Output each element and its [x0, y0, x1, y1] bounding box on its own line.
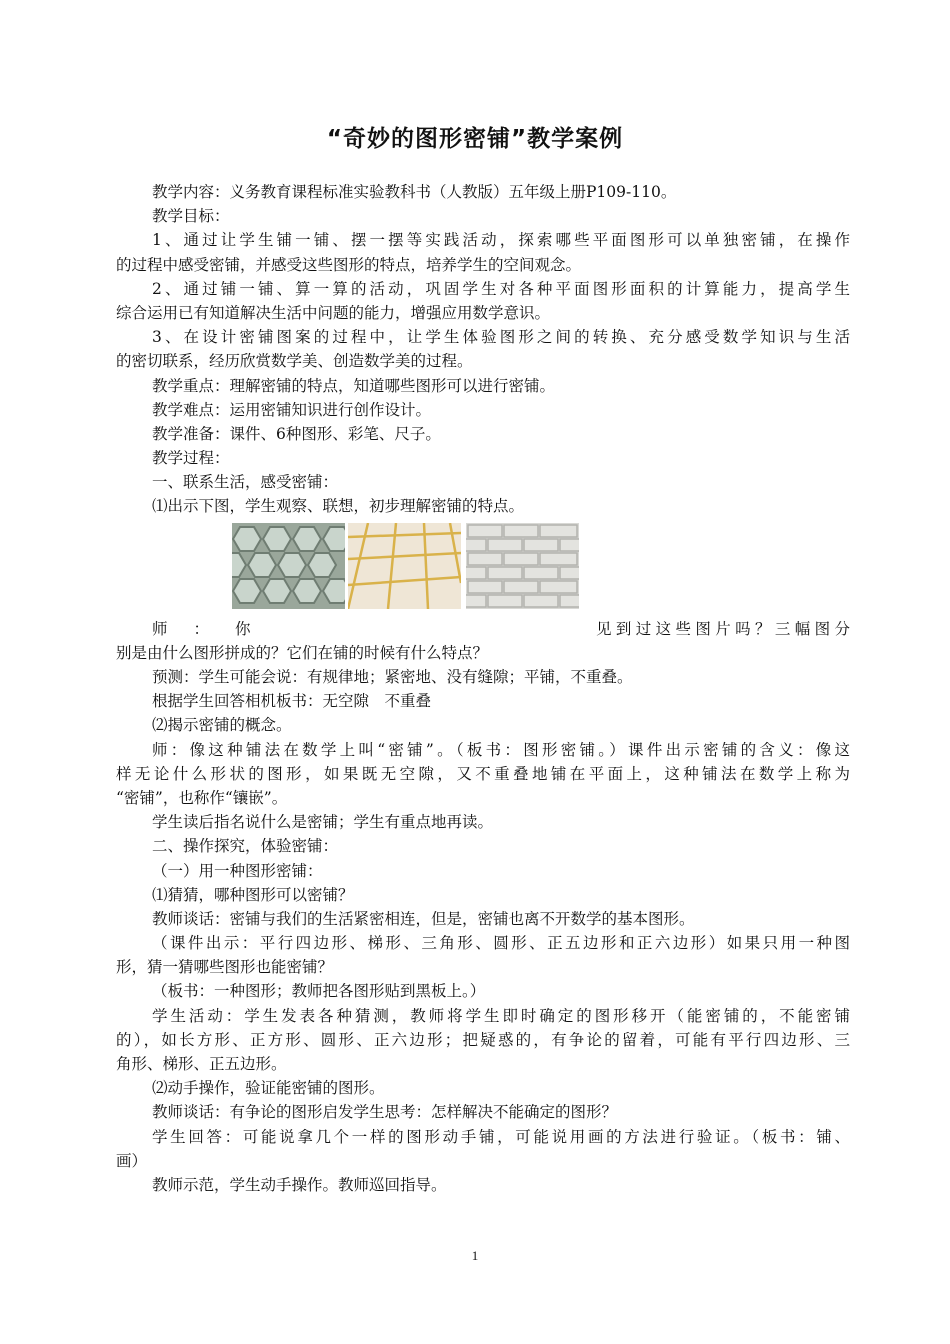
paragraph-prediction: 预测：学生可能会说：有规律地；紧密地、没有缝隙；平铺，不重叠。 — [152, 668, 633, 686]
paragraph-teacher-talk-1: 教师谈话：密铺与我们的生活紧密相连，但是，密铺也离不开数学的基本图形。 — [152, 909, 695, 928]
paragraph-teacher-question — [116, 617, 850, 641]
section-heading-2: 二、操作探究，体验密铺： — [152, 837, 339, 856]
paragraph-goals-heading: 教学目标： — [152, 207, 230, 226]
paragraph-key-point: 教学重点：理解密铺的特点，知道哪些图形可以进行密铺。 — [152, 376, 556, 395]
paragraph-goal-2: 2、通过铺一铺、算一算的活动，巩固学生对各种平面图形面积的计算能力，提高学生 — [152, 279, 850, 298]
paragraph-definition: 师：像这种铺法在数学上叫“密铺”。（板书：图形密铺。）课件出示密铺的含义：像这 — [152, 740, 850, 759]
teacher-colon: ： — [193, 619, 210, 638]
paragraph-teacher-talk-2: 教师谈话：有争论的图形启发学生思考：怎样解决不能确定的图形？ — [152, 1103, 618, 1122]
document-body — [116, 180, 850, 1197]
paragraph-goal-1-cont: 的过程中感受密铺，并感受这些图形的特点，培养学生的空间观念。 — [116, 255, 582, 274]
paragraph-courseware: （课件出示：平行四边形、梯形、三角形、圆形、正五边形和正六边形）如果只用一种图 — [152, 934, 850, 953]
paragraph-preparation: 教学准备：课件、6种图形、彩笔、尺子。 — [152, 424, 441, 443]
teacher-you: 你 — [235, 619, 251, 638]
paragraph-board-1: （板书：一种图形；教师把各图形贴到黑板上。） — [152, 982, 486, 1001]
subsection-heading-1: （一）用一种图形密铺： — [152, 861, 323, 880]
brick-wall-image — [466, 523, 579, 609]
paragraph-step-1: ⑴出示下图，学生观察、联想，初步理解密铺的特点。 — [152, 497, 525, 516]
tiling-images-row — [116, 523, 850, 617]
page-number: 1 — [471, 1248, 479, 1263]
paragraph-process-heading: 教学过程： — [152, 449, 230, 468]
paragraph-step-verify: ⑵动手操作，验证能密铺的图形。 — [152, 1079, 385, 1098]
paragraph-difficulty: 教学难点：运用密铺知识进行创作设计。 — [152, 400, 432, 419]
hexagon-tiles-image — [232, 523, 345, 609]
paragraph-student-activity: 学生活动：学生发表各种猜测，教师将学生即时确定的图形移开（能密铺的，不能密铺 — [152, 1006, 850, 1025]
paragraph-teacher-question-cont: 别是由什么图形拼成的？它们在铺的时候有什么特点？ — [116, 643, 489, 662]
paragraph-student-activity-cont-2: 角形、梯形、正五边形。 — [116, 1055, 287, 1073]
paragraph-definition-cont-2: “密铺”，也称作“镶嵌”。 — [116, 788, 288, 807]
paragraph-student-answer: 学生回答：可能说拿几个一样的图形动手铺，可能说用画的方法进行验证。（板书：铺、 — [152, 1127, 850, 1146]
paragraph-board-notes: 根据学生回答相机板书：无空隙 不重叠 — [152, 692, 432, 711]
teacher-question-right: 见到过这些图片吗？三幅图分 — [596, 619, 850, 638]
paragraph-student-answer-cont: 画） — [116, 1151, 148, 1170]
paragraph-courseware-cont: 形，猜一猜哪些图形也能密铺？ — [116, 958, 334, 977]
document-title: “奇妙的图形密铺”教学案例 — [326, 126, 624, 152]
paragraph-definition-cont-1: 样无论什么形状的图形，如果既无空隙，又不重叠地铺在平面上，这种铺法在数学上称为 — [116, 764, 850, 783]
paragraph-reading: 学生读后指名说什么是密铺；学生有重点地再读。 — [152, 813, 494, 832]
paragraph-step-2: ⑵揭示密铺的概念。 — [152, 716, 292, 735]
teacher-question-left — [116, 617, 596, 641]
paragraph-content: 教学内容：义务教育课程标准实验教科书（人教版）五年级上册P109-110。 — [152, 183, 677, 201]
section-heading-1: 一、联系生活，感受密铺： — [152, 473, 339, 492]
paragraph-goal-2-cont: 综合运用已有知道解决生活中问题的能力，增强应用数学意识。 — [116, 303, 551, 322]
paragraph-guess: ⑴猜猜，哪种图形可以密铺？ — [152, 885, 354, 904]
square-tiles-image — [348, 523, 461, 609]
paragraph-demonstration: 教师示范，学生动手操作。教师巡回指导。 — [152, 1175, 447, 1194]
paragraph-goal-3: 3、在设计密铺图案的过程中，让学生体验图形之间的转换、充分感受数学知识与生活 — [152, 328, 850, 347]
paragraph-goal-1: 1、通过让学生铺一铺、摆一摆等实践活动，探索哪些平面图形可以单独密铺，在操作 — [152, 231, 850, 250]
teacher-label: 师 — [152, 619, 168, 638]
paragraph-student-activity-cont-1: 的），如长方形、正方形、圆形、正六边形；把疑惑的，有争论的留着，可能有平行四边形、三 — [116, 1030, 850, 1049]
paragraph-goal-3-cont: 的密切联系，经历欣赏数学美、创造数学美的过程。 — [116, 352, 473, 371]
